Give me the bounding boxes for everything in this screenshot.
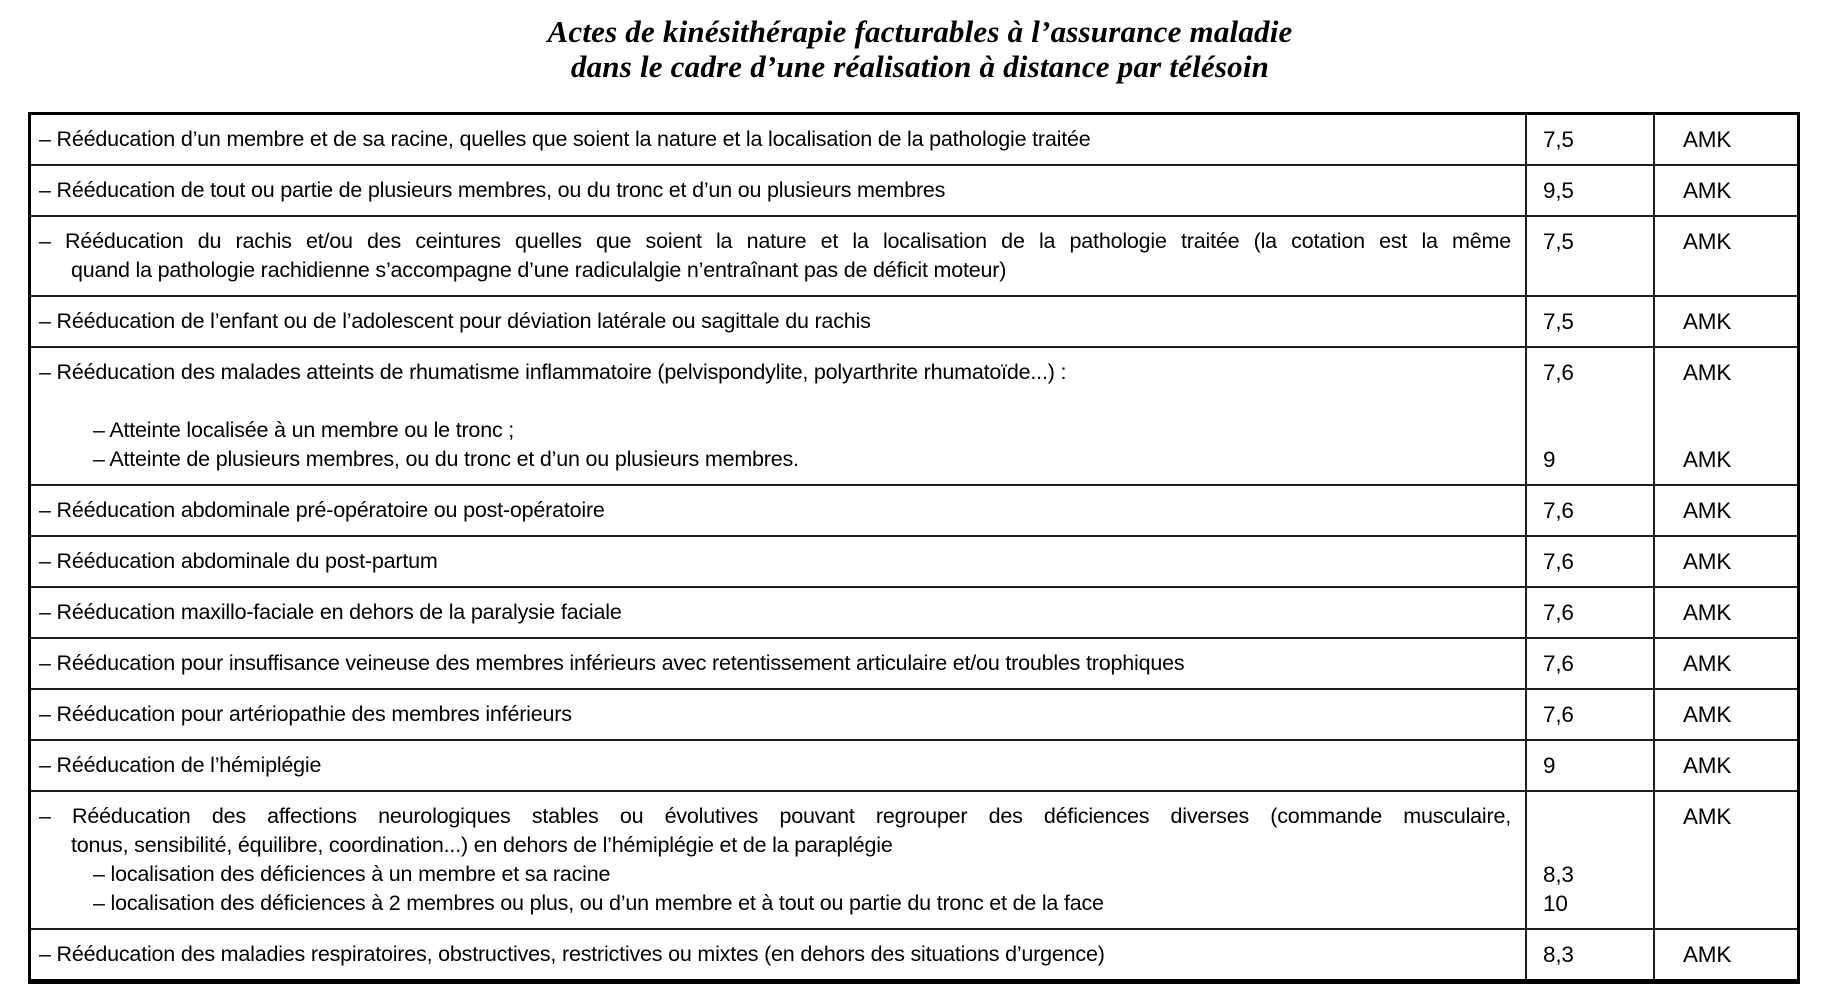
act-letter-key-value: AMK	[1683, 942, 1732, 967]
act-description-cell	[31, 639, 1527, 688]
act-coefficient-value: 7,6	[1543, 549, 1574, 574]
act-coefficient-value: 9,5	[1543, 178, 1574, 203]
act-description-cell	[31, 588, 1527, 637]
act-description-cell	[31, 115, 1527, 164]
act-description-line: – Atteinte localisée à un membre ou le tronc ;	[93, 418, 515, 442]
act-letter-key-cell	[1655, 792, 1797, 928]
act-letter-key-value: AMK	[1683, 309, 1732, 334]
act-description-cell	[31, 348, 1527, 484]
act-description-line: – Rééducation de l’enfant ou de l’adolescent pour déviation latérale ou sagittale du rachis	[39, 309, 871, 333]
act-description-line: – localisation des déficiences à 2 membres ou plus, ou d’un membre et à tout ou partie du tronc et de la face	[93, 891, 1104, 915]
act-letter-key-value: AMK	[1683, 753, 1732, 778]
act-description-line: – localisation des déficiences à un membre et sa racine	[93, 862, 611, 886]
act-letter-key-value: AMK	[1683, 702, 1732, 727]
title-line-2: dans le cadre d’une réalisation à distance par télésoin	[570, 49, 1270, 84]
act-letter-key-value: AMK	[1683, 360, 1732, 385]
act-coefficient-cell	[1527, 166, 1655, 215]
act-coefficient-value	[1527, 387, 1653, 416]
act-letter-key-cell	[1655, 348, 1797, 484]
act-description-line	[31, 387, 1525, 416]
act-description-line: – Rééducation pour artériopathie des membres inférieurs	[39, 702, 572, 726]
act-coefficient-value: 7,5	[1543, 127, 1574, 152]
act-coefficient-cell	[1527, 588, 1655, 637]
act-coefficient-cell	[1527, 639, 1655, 688]
act-coefficient-cell	[1527, 217, 1655, 295]
act-coefficient-value: 7,6	[1543, 600, 1574, 625]
table-row	[31, 790, 1797, 928]
act-coefficient-value: 9	[1543, 753, 1556, 778]
act-coefficient-cell	[1527, 690, 1655, 739]
act-letter-key-value	[1655, 831, 1797, 860]
act-coefficient-value: 7,5	[1543, 309, 1574, 334]
act-letter-key-cell	[1655, 166, 1797, 215]
act-letter-key-value	[1655, 387, 1797, 416]
act-description-cell	[31, 930, 1527, 979]
act-coefficient-cell	[1527, 115, 1655, 164]
act-coefficient-value: 7,6	[1543, 702, 1574, 727]
act-letter-key-value: AMK	[1683, 447, 1732, 472]
act-description-cell	[31, 537, 1527, 586]
act-letter-key-value: AMK	[1683, 549, 1732, 574]
act-description-cell	[31, 690, 1527, 739]
act-letter-key-value	[1655, 889, 1797, 918]
act-description-cell	[31, 486, 1527, 535]
document-title	[0, 14, 1840, 84]
table-row	[31, 637, 1797, 688]
act-coefficient-cell	[1527, 537, 1655, 586]
table-row	[31, 484, 1797, 535]
table-row	[31, 739, 1797, 790]
act-description-line: – Rééducation de tout ou partie de plusieurs membres, ou du tronc et d’un ou plusieurs membres	[39, 178, 946, 202]
table-row	[31, 164, 1797, 215]
act-letter-key-value: AMK	[1683, 498, 1732, 523]
act-letter-key-value: AMK	[1683, 127, 1732, 152]
act-letter-key-cell	[1655, 741, 1797, 790]
act-letter-key-value	[1655, 416, 1797, 445]
act-description-line: – Rééducation d’un membre et de sa racine, quelles que soient la nature et la localisation de la pathologie traitée	[39, 127, 1091, 151]
act-coefficient-value: 8,3	[1543, 862, 1574, 887]
act-coefficient-value	[1527, 802, 1653, 831]
document-page	[0, 14, 1840, 967]
act-coefficient-value	[1527, 416, 1653, 445]
act-coefficient-cell	[1527, 297, 1655, 346]
act-coefficient-value: 7,6	[1543, 651, 1574, 676]
act-description-line: – Rééducation pour insuffisance veineuse des membres inférieurs avec retentissement articulaire et/ou troubles trophiques	[39, 651, 1185, 675]
act-coefficient-value: 7,6	[1543, 498, 1574, 523]
act-description-line: – Rééducation abdominale pré-opératoire ou post-opératoire	[39, 498, 605, 522]
act-description-line: quand la pathologie rachidienne s’accompagne d’une radiculalgie n’entraînant pas de déficit moteur)	[71, 258, 1007, 282]
act-coefficient-cell	[1527, 486, 1655, 535]
act-description-line: tonus, sensibilité, équilibre, coordination...) en dehors de l’hémiplégie et de la paraplégie	[71, 833, 893, 857]
act-letter-key-value	[1655, 860, 1797, 889]
table-row	[31, 535, 1797, 586]
act-letter-key-cell	[1655, 297, 1797, 346]
act-letter-key-value: AMK	[1683, 178, 1732, 203]
table-row	[31, 688, 1797, 739]
act-coefficient-cell	[1527, 741, 1655, 790]
table-row	[31, 295, 1797, 346]
act-letter-key-cell	[1655, 930, 1797, 979]
acts-table	[28, 112, 1800, 984]
table-row	[31, 346, 1797, 484]
act-coefficient-cell	[1527, 348, 1655, 484]
table-row	[31, 928, 1797, 979]
act-letter-key-value: AMK	[1683, 804, 1732, 829]
act-letter-key-cell	[1655, 217, 1797, 295]
title-line-1: Actes de kinésithérapie facturables à l’assurance maladie	[547, 14, 1293, 49]
act-description-line: – Rééducation des malades atteints de rhumatisme inflammatoire (pelvispondylite, polyarthrite rhumatoïde...) :	[39, 360, 1067, 384]
table-row	[31, 215, 1797, 295]
table-row	[31, 115, 1797, 164]
act-description-line: – Rééducation des affections neurologiques stables ou évolutives pouvant regrouper des déficiences diverses (commande musculaire,	[39, 804, 1511, 828]
act-coefficient-value	[1527, 831, 1653, 860]
act-letter-key-value: AMK	[1683, 600, 1732, 625]
act-description-line: – Rééducation du rachis et/ou des ceintures quelles que soient la nature et la localisation de la pathologie traitée (la cotation est la même	[39, 229, 1511, 253]
act-letter-key-cell	[1655, 639, 1797, 688]
act-letter-key-cell	[1655, 588, 1797, 637]
act-coefficient-cell	[1527, 792, 1655, 928]
act-letter-key-cell	[1655, 690, 1797, 739]
act-coefficient-cell	[1527, 930, 1655, 979]
act-coefficient-value: 7,6	[1543, 360, 1574, 385]
act-letter-key-cell	[1655, 537, 1797, 586]
act-letter-key-cell	[1655, 115, 1797, 164]
act-description-line: – Atteinte de plusieurs membres, ou du tronc et d’un ou plusieurs membres.	[93, 447, 799, 471]
act-description-line: – Rééducation des maladies respiratoires, obstructives, restrictives ou mixtes (en dehors des situations d’urgence)	[39, 942, 1105, 966]
table-row	[31, 586, 1797, 637]
act-coefficient-value: 7,5	[1543, 229, 1574, 254]
act-coefficient-value: 9	[1543, 447, 1556, 472]
act-description-cell	[31, 217, 1527, 295]
act-coefficient-value: 10	[1543, 891, 1568, 916]
act-description-cell	[31, 792, 1527, 928]
act-description-cell	[31, 166, 1527, 215]
act-letter-key-cell	[1655, 486, 1797, 535]
act-description-cell	[31, 297, 1527, 346]
act-description-line: – Rééducation maxillo-faciale en dehors de la paralysie faciale	[39, 600, 622, 624]
act-letter-key-value: AMK	[1683, 229, 1732, 254]
act-description-line: – Rééducation abdominale du post-partum	[39, 549, 438, 573]
act-letter-key-value: AMK	[1683, 651, 1732, 676]
act-coefficient-value: 8,3	[1543, 942, 1574, 967]
act-description-line: – Rééducation de l’hémiplégie	[39, 753, 322, 777]
act-description-cell	[31, 741, 1527, 790]
